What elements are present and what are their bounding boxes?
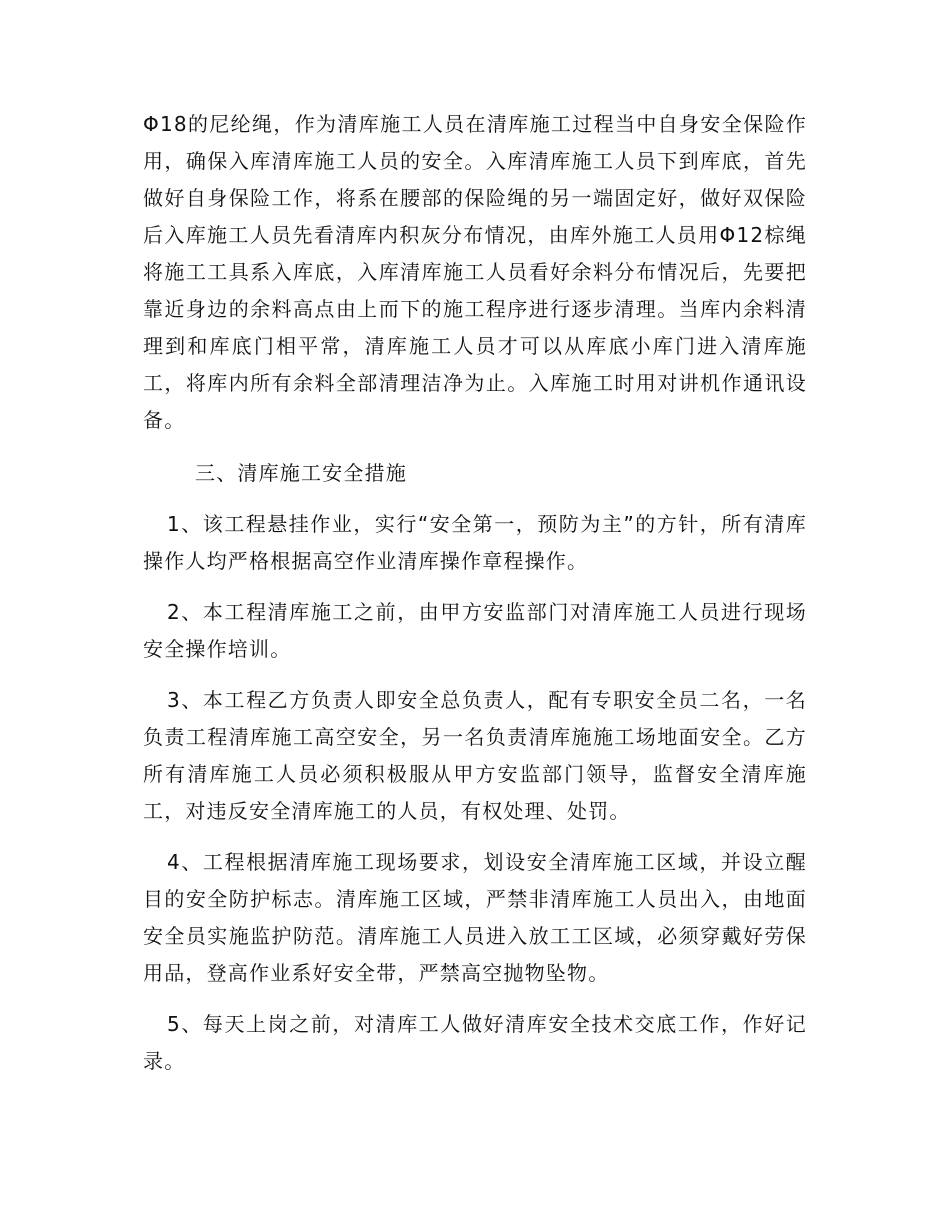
list-item-2: 2、本工程清库施工之前，由甲方安监部门对清库施工人员进行现场安全操作培训。 [143, 600, 807, 661]
list-item-3: 3、本工程乙方负责人即安全总负责人，配有专职安全员二名，一名负责工程清库施工高空安全，另一名负责清库施施工场地面安全。乙方所有清库施工人员必须积极服从甲方安监部门领导，监督安全清库施工，对违反安全清库施工的人员，有权处理、处罚。 [143, 688, 807, 823]
intro-paragraph: Φ18的尼纶绳，作为清库施工人员在清库施工过程当中自身安全保险作用，确保入库清库施工人员的安全。入库清库施工人员下到库底，首先做好自身保险工作，将系在腰部的保险绳的另一端固定好，做好双保险后入库施工人员先看清库内积灰分布情况，由库外施工人员用Φ12棕绳将施工工具系入库底，入库清库施工人员看好余料分布情况后，先要把靠近身边的余料高点由上而下的施工程序进行逐步清理。当库内余料清理到和库底门相平常，清库施工人员才可以从库底小库门进入清库施工，将库内所有余料全部清理洁净为止。入库施工时用对讲机作通讯设备。 [143, 112, 807, 432]
section-heading: 三、清库施工安全措施 [195, 461, 407, 485]
document-body [143, 106, 807, 1080]
list-item-5: 5、每天上岗之前，对清库工人做好清库安全技术交底工作，作好记录。 [143, 1012, 807, 1073]
list-item-4: 4、工程根据清库施工现场要求，划设安全清库施工区域，并设立醒目的安全防护标志。清库施工区域，严禁非清库施工人员出入，由地面安全员实施监护防范。清库施工人员进入放工工区域，必须穿戴好劳保用品，登高作业系好安全带，严禁高空抛物坠物。 [143, 850, 807, 985]
list-item-1: 1、该工程悬挂作业，实行“安全第一，预防为主”的方针，所有清库操作人均严格根据高空作业清库操作章程操作。 [143, 512, 807, 573]
